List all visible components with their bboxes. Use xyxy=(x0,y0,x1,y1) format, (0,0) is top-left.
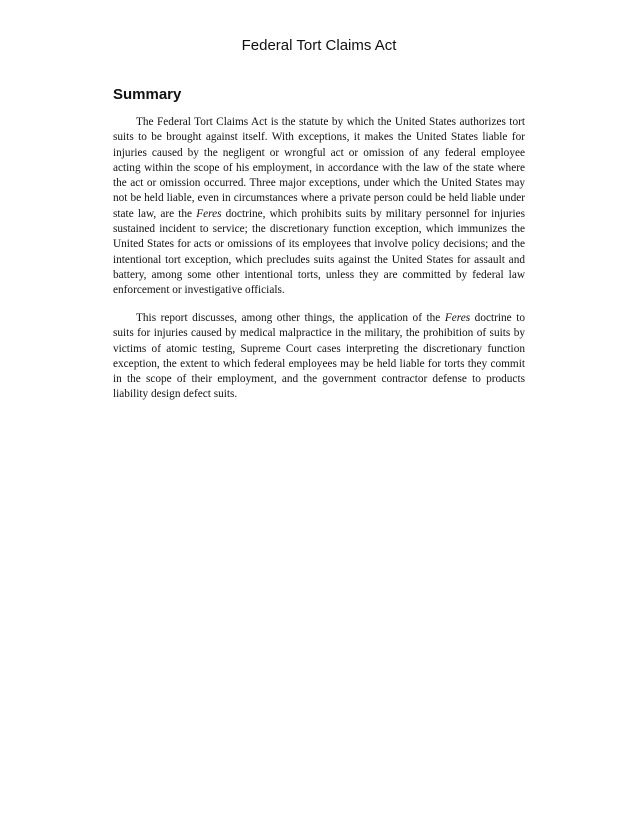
case-name-italic: Feres xyxy=(196,207,222,220)
paragraph-text: doctrine to suits for injuries caused by medical malpractice in the military, the prohibition of suits by victims of atomic testing, Supreme Court cases interpreting the discretionary function exception, the extent to which federal employees may be held liable for torts they commit in the scope of their employment, and the government contractor defense to products liability design defect suits. xyxy=(113,312,525,401)
section-heading-summary: Summary xyxy=(113,86,182,103)
summary-paragraph-1 xyxy=(113,115,525,299)
paragraph-text: This report discusses, among other things, the application of the xyxy=(136,312,445,324)
running-header-title: Federal Tort Claims Act xyxy=(241,37,397,54)
paragraph-text: doctrine, which prohibits suits by military personnel for injuries sustained incident to service; the discretionary function exception, which immunizes the United States for acts or omissions of its employees that involve policy decisions; and the intentional tort exception, which precludes suits against the United States for assault and battery, among some other intentional torts, unless they are committed by federal law enforcement or investigative officials. xyxy=(113,207,525,297)
paragraph-text: The Federal Tort Claims Act is the statute by which the United States authorizes tort suits to be brought against itself. With exceptions, it makes the United States liable for injuries caused by the negligent or wrongful act or omission of any federal employee acting within the scope of his employment, in accordance with the law of the state where the act or omission occurred. Three major exceptions, under which the United States may not be held liable, even in circumstances where a private person could be held liable under state law, are the xyxy=(113,116,525,220)
case-name-italic: Feres xyxy=(444,312,471,324)
summary-paragraph-2 xyxy=(113,311,525,403)
